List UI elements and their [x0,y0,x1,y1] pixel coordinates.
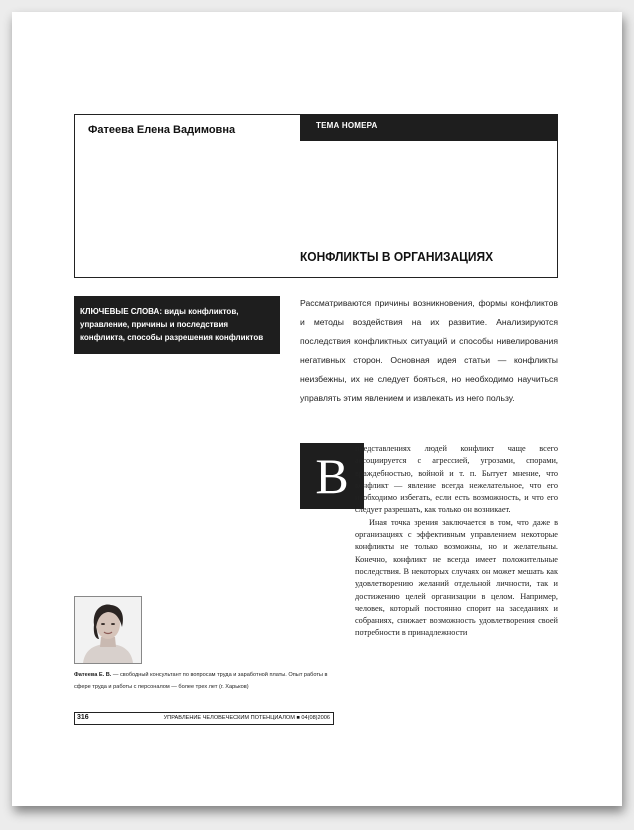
author-note-text: — свободный консультант по вопросам труда и заработной платы. Опыт работы в сфере труда и работы с персоналом — более трех лет (г. Харьков) [74,672,328,690]
author-photo [74,596,142,664]
keywords-box: КЛЮЧЕВЫЕ СЛОВА: виды конфликтов, управление, причины и последствия конфликта, способы разрешения конфликтов [74,296,280,354]
drop-cap: В [300,443,364,509]
author-note-name: Фатеева Е. В. [74,672,112,678]
rubric-label: ТЕМА НОМЕРА [316,121,378,130]
body-paragraph-2: Иная точка зрения заключается в том, что даже в организациях с эффективным управлением некоторые конфликты не только возможны, но и желательны. Конечно, конфликт не всегда имеет положительные последствия. В некоторых случаях он может мешать как удовлетворению желаний отдельной личности, так и достижению целей организации в целом. Например, человек, который постоянно спорит на заседаниях и собраниях, снижает возможность удовлетворения своей потребности в принадлежности [355,517,558,638]
author-portrait-icon [75,597,141,663]
author-name: Фатеева Елена Вадимовна [88,124,236,136]
journal-name: УПРАВЛЕНИЕ ЧЕЛОВЕЧЕСКИМ ПОТЕНЦИАЛОМ ■ 04(08)2006 [163,715,330,721]
article-title: КОНФЛИКТЫ В ОРГАНИЗАЦИЯХ [300,249,494,264]
article-body [355,443,558,640]
abstract: Рассматриваются причины возникновения, формы конфликтов и методы воздействия на их развитие. Анализируются последствия конфликтных ситуаций и способы нивелирования негативных сторон. Основная идея статьи — конфликты неизбежны, их не следует бояться, но необходимо научиться управлять этим явлением и извлекать из него пользу. [300,298,558,403]
author-note [74,669,336,693]
page-number: 316 [77,714,89,721]
body-paragraph-1: представлениях людей конфликт чаще всего ассоциируется с агрессией, угрозами, спорами, враждебностью, войной и т. п. Бытует мнение, что конфликт — явление всегда нежелательное, что его необходимо избегать, если есть возможность, и что его следует разрешать, как только он возникает. [355,444,558,515]
